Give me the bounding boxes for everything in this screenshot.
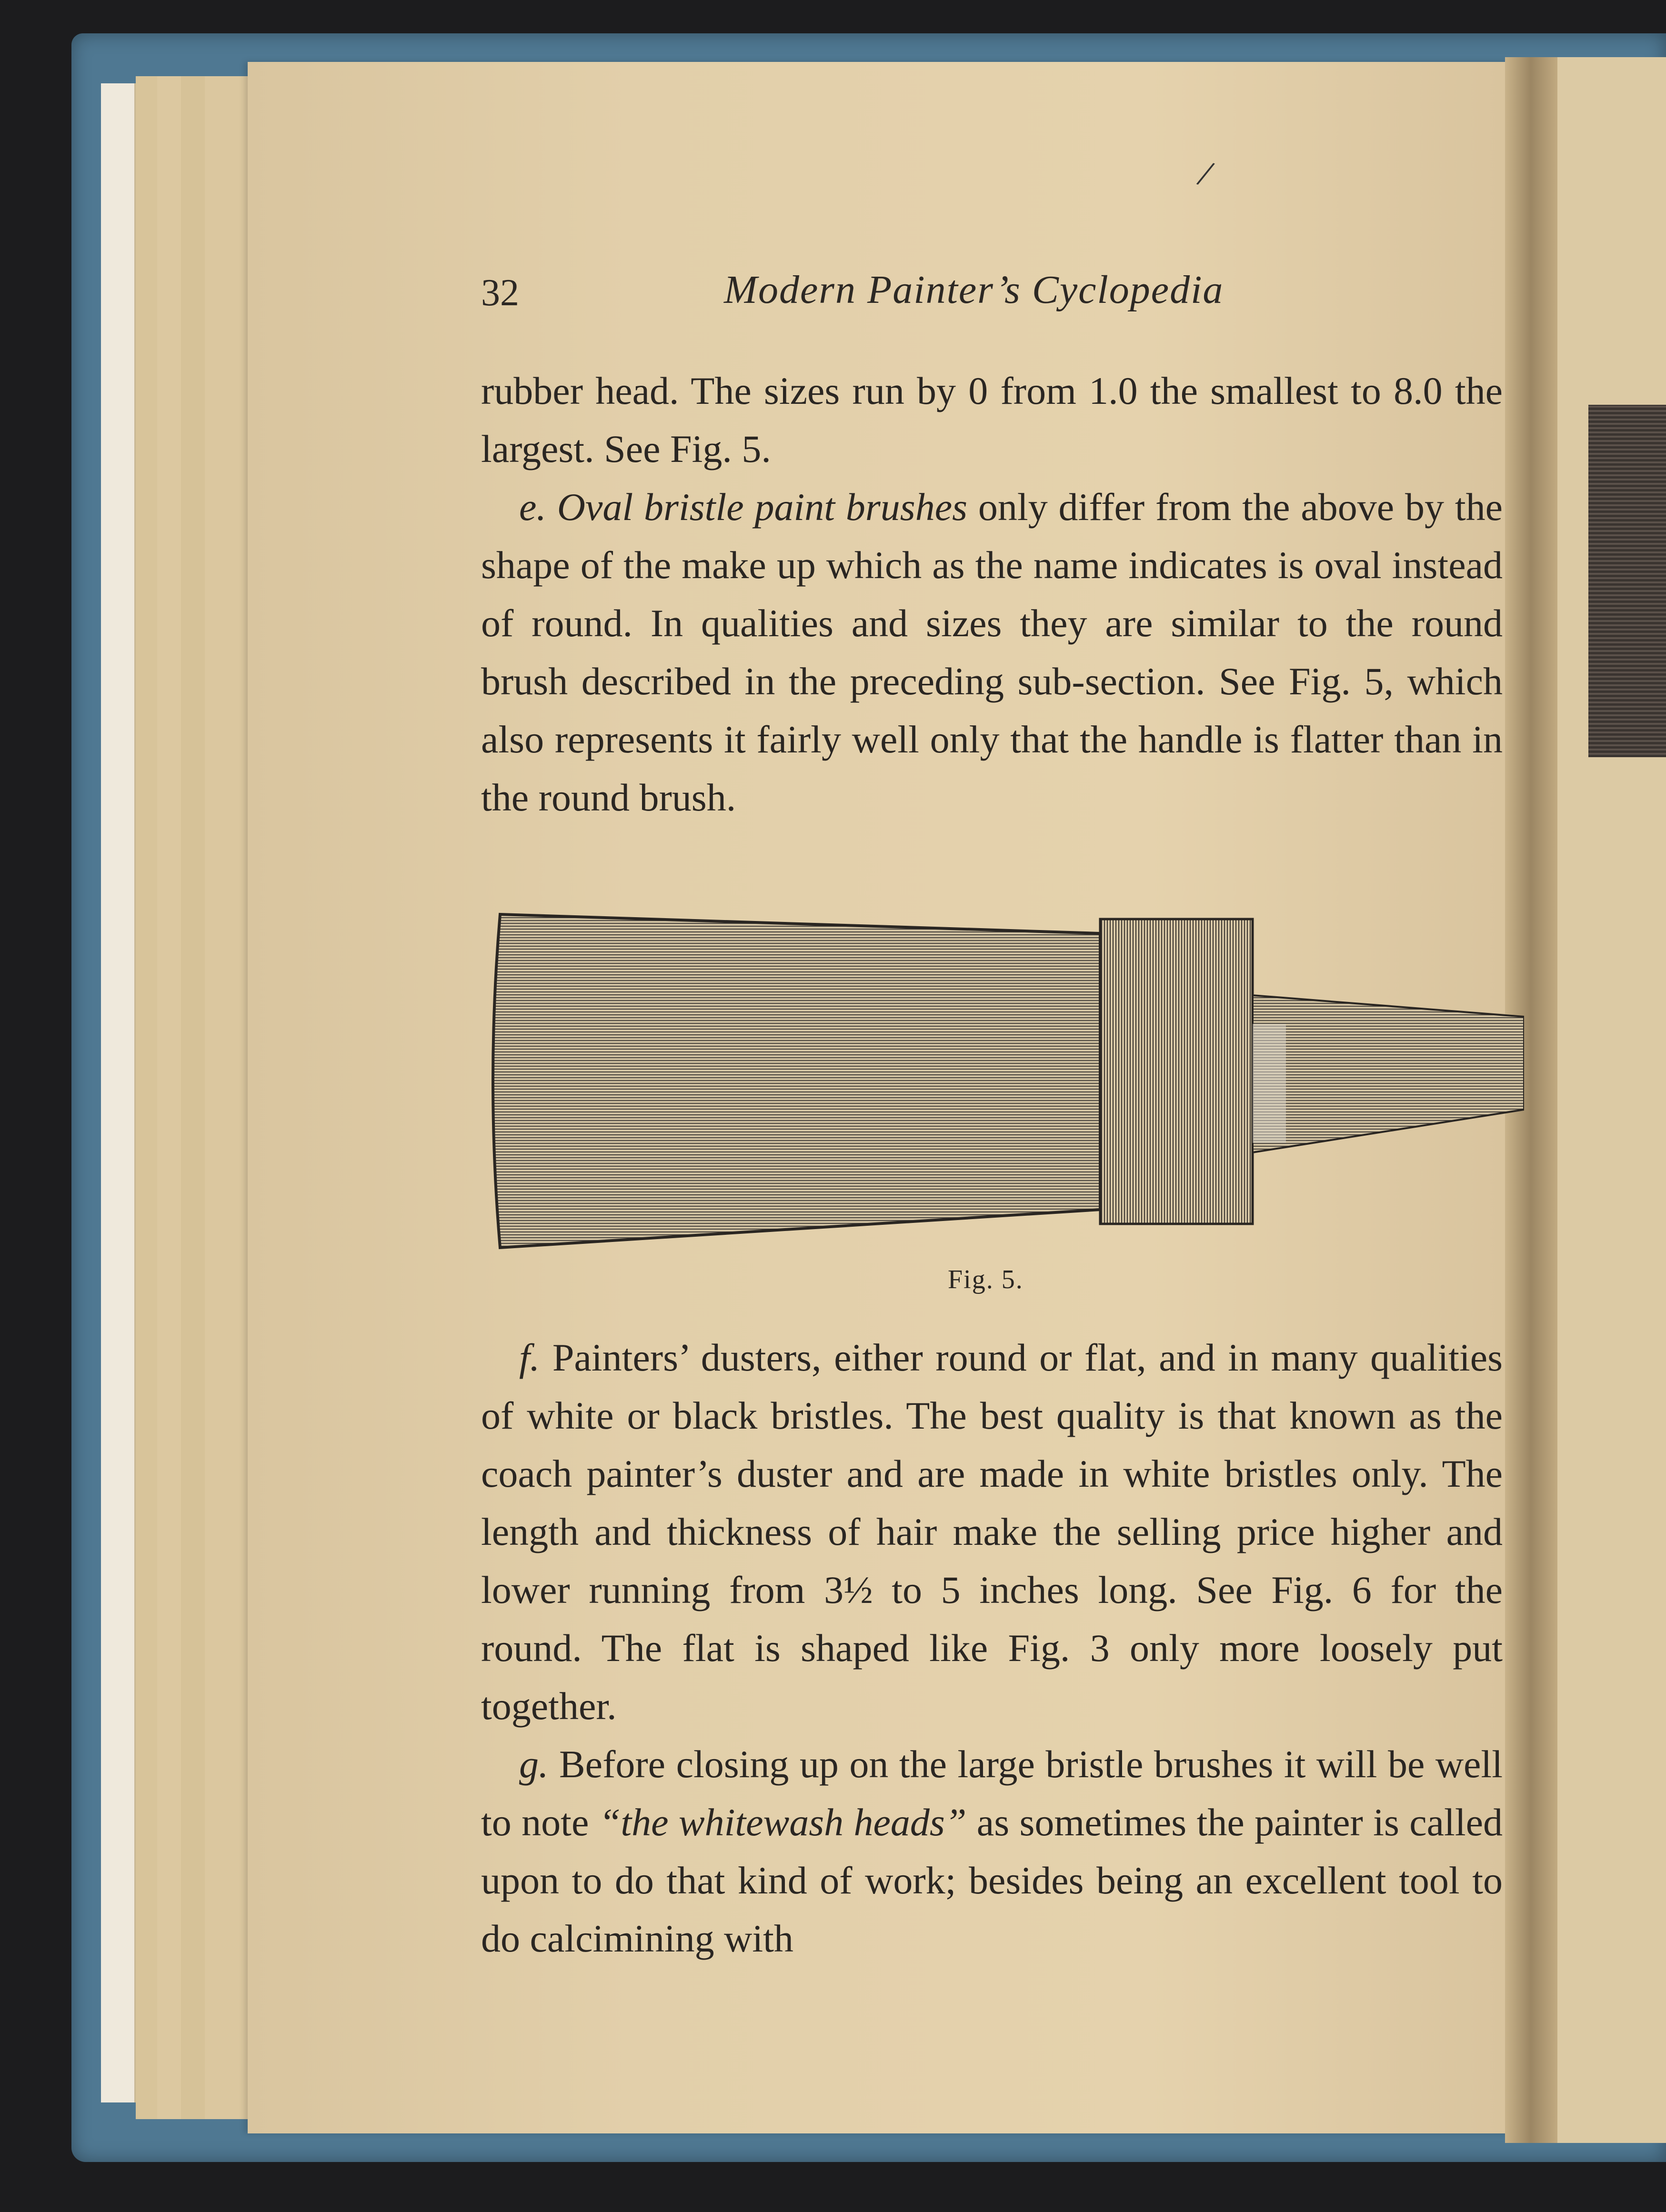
- figure-caption: Fig. 5.: [948, 1265, 1024, 1294]
- paragraph-body-continued: as sometimes the painter is called upon to do that kind of work; besides being an excellent tool to do calcimining with: [481, 1801, 1503, 1960]
- paragraph-body: Painters’ dusters, either round or flat, and in many qualities of white or black bristles. The best quality is that known as the coach painter’s duster and are made in white bristles only. The length and thickness of hair make the selling price higher and lower running from 3½ to 5 inches long. See Fig. 6 for the round. The flat is shaped like Fig. 3 only more loosely put together.: [481, 1336, 1503, 1728]
- paragraph-body: only differ from the above by the shape of the make up which as the name indicates is oval instead of round. In qualities and sizes they are similar to the round brush described in the preceding sub-section. See Fig. 5, which also represents it fairly well only that the handle is flatter than in the round brush.: [481, 485, 1503, 819]
- paragraph-letter: f.: [519, 1336, 540, 1379]
- running-head: Modern Painter’s Cyclopedia: [724, 268, 1224, 312]
- endpaper-edge: [101, 83, 136, 2102]
- page-header: [481, 267, 1529, 324]
- paragraph-e: [481, 478, 1503, 827]
- quoted-term: “the whitewash heads”: [599, 1801, 967, 1844]
- brush-illustration: [486, 905, 1524, 1276]
- pencil-mark: /: [1193, 152, 1218, 196]
- paragraph-g: [481, 1735, 1503, 1968]
- paragraph-continued: rubber head. The sizes run by 0 from 1.0 the smallest to 8.0 the largest. See Fig. 5.: [481, 369, 1503, 470]
- paragraph-letter: e.: [519, 485, 546, 529]
- body-text-bottom: [481, 1329, 1503, 1968]
- paragraph-body: Before closing up on the large bristle brushes it will be well to note: [481, 1742, 1503, 1844]
- body-text-top: [481, 362, 1503, 827]
- page-edges: [205, 76, 249, 2119]
- paragraph-letter: g.: [519, 1742, 549, 1786]
- page-number: 32: [481, 272, 519, 314]
- facing-page: [1557, 57, 1666, 2143]
- section-title: Oval bristle paint brushes: [557, 485, 968, 529]
- facing-page-illustration: [1588, 405, 1666, 757]
- paragraph-f: [481, 1329, 1503, 1735]
